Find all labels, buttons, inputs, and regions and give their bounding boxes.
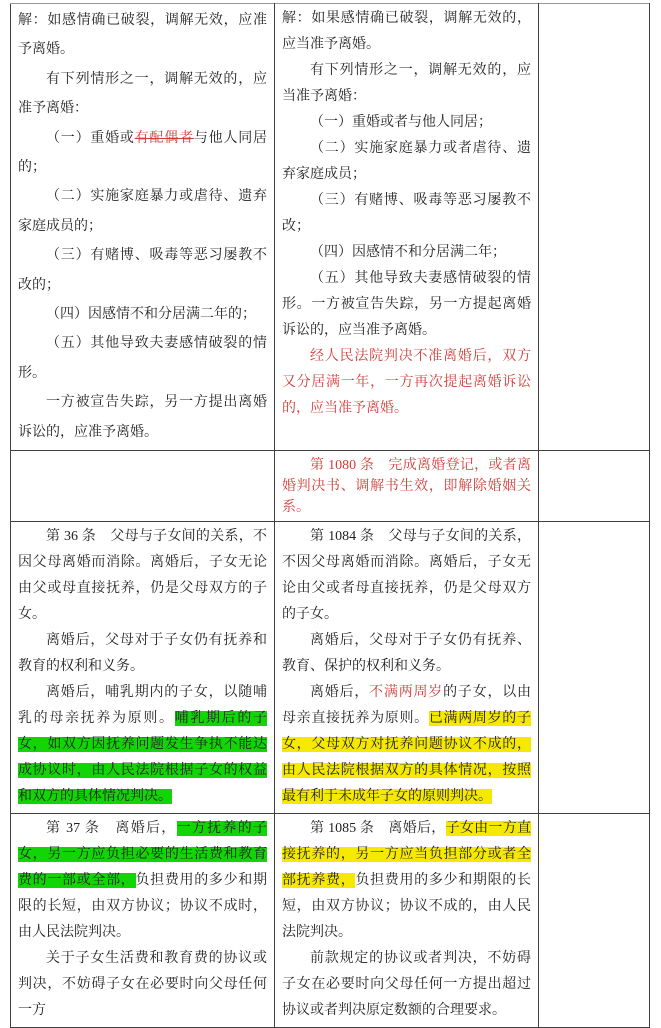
cell-notes: [539, 451, 650, 522]
paragraph: [282, 946, 531, 1024]
paragraph: [18, 946, 267, 1024]
text-run: 第 1084 条 父母与子女间的关系，不因父母离婚而消除。离婚后，子女无论由父或者母直接抚养，仍是父母双方的子女。: [282, 529, 531, 623]
text-run: 关于子女生活费和教育费的协议或判决，不妨碍子女在必要时向父母任何一方: [18, 951, 267, 1019]
text-run: 第 1085 条 离婚后，: [310, 821, 446, 837]
cell-new-law: [275, 522, 539, 814]
text-run: 负担费用的多少和期限的长短，由双方协议；协议不成时，由人民法院判决。: [18, 873, 267, 941]
paragraph: [282, 344, 531, 422]
law-comparison-table: [10, 3, 650, 1028]
paragraph: [18, 300, 267, 329]
cell-new-law: [275, 4, 539, 451]
table-row: [11, 814, 650, 1028]
cell-old-law: [11, 451, 275, 522]
cell-old-law: [11, 814, 275, 1028]
table-row: [11, 4, 650, 451]
text-run: 前款规定的协议或者判决，不妨碍子女在必要时向父母任何一方提出超过协议或者判决原定数额的合理要求。: [282, 951, 531, 1019]
paragraph: [18, 388, 267, 447]
text-run: 有下列情形之一，调解无效的，应准予离婚：: [18, 71, 267, 117]
cell-old-law: [11, 4, 275, 451]
paragraph: [282, 680, 531, 810]
text-run: （五）其他导致夫妻感情破裂的情形。一方被宣告失踪，另一方提起离婚诉讼的，应当准予离婚。: [282, 271, 531, 338]
text-run: 有下列情形之一，调解无效的，应当准予离婚：: [282, 63, 531, 104]
paragraph: [18, 124, 267, 183]
paragraph: [18, 6, 267, 65]
paragraph: [282, 110, 531, 136]
paragraph: [282, 188, 531, 240]
text-run: （三）有赌博、吸毒等恶习屡教不改；: [282, 193, 531, 234]
cell-notes: [539, 814, 650, 1028]
paragraph: [282, 524, 531, 628]
paragraph: [282, 628, 531, 680]
paragraph: [18, 241, 267, 300]
text-run: （一）重婚或: [46, 130, 135, 146]
text-run: 离婚后，: [310, 685, 370, 701]
text-run: 离婚后，哺乳期内的子女，以随哺乳的母亲抚养为原则。: [18, 685, 267, 727]
paragraph: [282, 58, 531, 110]
text-run: 第 37 条 离婚后，: [46, 821, 177, 837]
cell-new-law: [275, 451, 539, 522]
paragraph: [282, 240, 531, 266]
yellow-highlight-run: 已满两周岁的子女，父母双方对抚养问题协议不成的，由人民法院根据双方的具体情况，按照最有利于未成年子女的原则判决。: [282, 711, 531, 805]
table-row: [11, 522, 650, 814]
cell-notes: [539, 522, 650, 814]
red-strikethrough-run: 有配偶者: [134, 130, 194, 146]
text-run: 离婚后，父母对于子女仍有抚养和教育的权利和义务。: [18, 633, 267, 675]
text-run: （二）实施家庭暴力或虐待、遗弃家庭成员的；: [18, 189, 267, 234]
green-highlight-run: 一方抚养的子女，另一方应负担必要的生活费和教育费的一部或全部，: [18, 821, 268, 889]
cell-old-law: [11, 522, 275, 814]
text-run: 负担费用的多少和期限的长短，由双方协议；协议不成的，由人民法院判决。: [282, 873, 531, 941]
paragraph: [18, 329, 267, 388]
text-run: （五）其他导致夫妻感情破裂的情形。: [18, 336, 267, 381]
text-run: （四）因感情不和分居满二年；: [310, 245, 506, 260]
paragraph: [282, 136, 531, 188]
red-text-run: 不满两周岁: [369, 685, 444, 701]
text-run: 与他人同居的；: [18, 130, 268, 176]
yellow-highlight-run: 子女由一方直接抚养的，另一方应当负担部分或者全部抚养费，: [282, 821, 532, 889]
paragraph: [18, 524, 267, 628]
text-run: 第 36 条 父母与子女间的关系，不因父母离婚而消除。离婚后，子女无论由父或母直接抚养，仍是父母双方的子女。: [18, 529, 267, 623]
cell-new-law: [275, 814, 539, 1028]
table-body: [11, 4, 650, 1028]
paragraph: [282, 816, 531, 946]
text-run: 解：如果感情确已破裂，调解无效的，应当准予离婚。: [282, 11, 531, 52]
text-run: 的子女，以由母亲直接抚养为原则。: [282, 685, 532, 727]
cell-notes: [539, 4, 650, 451]
text-run: （二）实施家庭暴力或者虐待、遗弃家庭成员；: [282, 141, 531, 182]
red-text-run: 经人民法院判决不准离婚后，双方又分居满一年，一方再次提起离婚诉讼的，应当准予离婚。: [282, 349, 531, 416]
paragraph: [282, 266, 531, 344]
text-run: 离婚后，父母对于子女仍有抚养、教育、保护的权利和义务。: [282, 633, 531, 675]
text-run: （一）重婚或者与他人同居；: [310, 115, 492, 130]
paragraph: [18, 628, 267, 680]
text-run: （三）有赌博、吸毒等恶习屡教不改的；: [18, 248, 267, 293]
table-row: [11, 451, 650, 522]
text-run: （四）因感情不和分居满二年的；: [46, 307, 256, 323]
paragraph: [18, 182, 267, 241]
paragraph: [18, 680, 267, 810]
paragraph: [282, 6, 531, 58]
text-run: 解：如感情确已破裂，调解无效，应准予离婚。: [18, 13, 267, 58]
paragraph: [282, 455, 531, 518]
green-highlight-run: 哺乳期后的子女，如双方因抚养问题发生争执不能达成协议时，由人民法院根据子女的权益和双方的具体情况判决。: [18, 711, 268, 805]
paragraph: [18, 816, 267, 946]
red-text-run: 第 1080 条 完成离婚登记，或者离婚判决书、调解书生效，即解除婚姻关系。: [282, 458, 531, 516]
paragraph: [18, 65, 267, 124]
text-run: 一方被宣告失踪，另一方提出离婚诉讼的，应准予离婚。: [18, 395, 267, 440]
